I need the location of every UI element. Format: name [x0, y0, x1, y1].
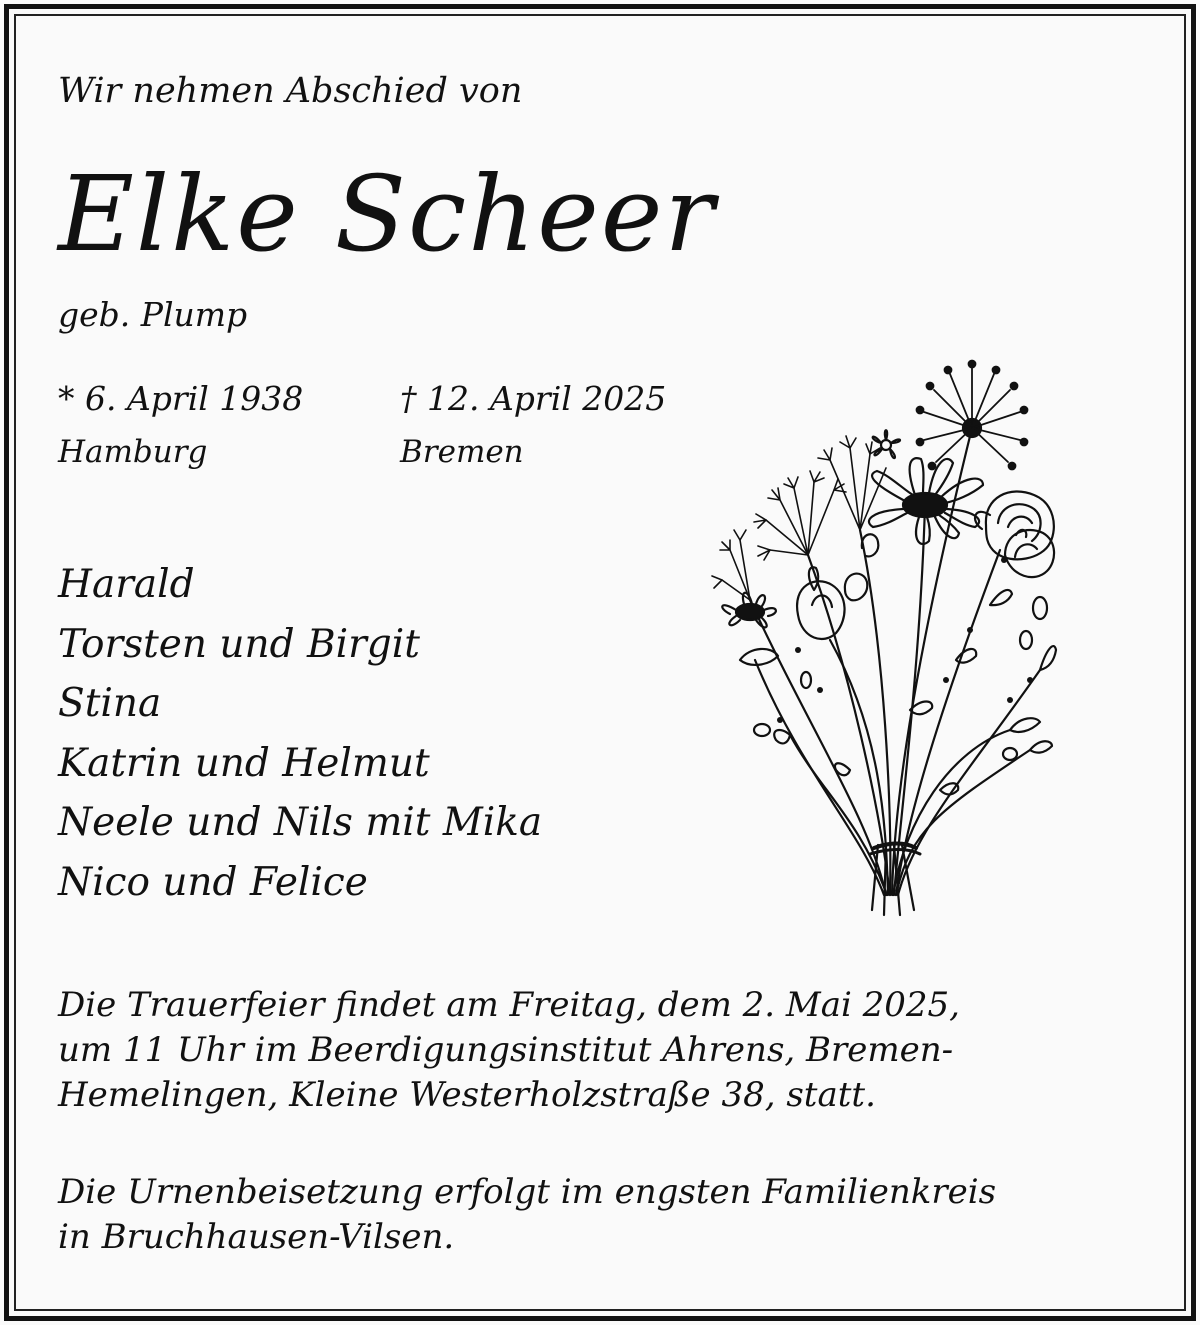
- ceremony-line: Die Trauerfeier findet am Freitag, dem 2. Mai 2025,: [58, 985, 960, 1025]
- mourner-item: Nico und Felice: [58, 859, 368, 905]
- urn-line: in Bruchhausen-Vilsen.: [58, 1217, 455, 1257]
- wildflower-bouquet-icon: [710, 350, 1070, 920]
- urn-burial-paragraph: [58, 1170, 1148, 1260]
- mourners-list: [58, 555, 542, 912]
- intro-line: Wir nehmen Abschied von: [58, 71, 523, 111]
- mourner-item: Torsten und Birgit: [58, 621, 420, 667]
- maiden-name: geb. Plump: [58, 295, 248, 334]
- urn-line: Die Urnenbeisetzung erfolgt im engsten Familienkreis: [58, 1172, 997, 1212]
- deceased-name: Elke Scheer: [58, 153, 717, 275]
- ceremony-line: Hemelingen, Kleine Westerholzstraße 38, statt.: [58, 1075, 876, 1115]
- birth-date: * 6. April 1938: [58, 379, 304, 418]
- ceremony-line: um 11 Uhr im Beerdigungsinstitut Ahrens, Bremen-: [58, 1030, 954, 1070]
- mourner-item: Katrin und Helmut: [58, 740, 430, 786]
- death-place: Bremen: [400, 434, 524, 470]
- death-date: † 12. April 2025: [400, 379, 667, 418]
- birth-place: Hamburg: [58, 434, 208, 470]
- mourner-item: Stina: [58, 681, 162, 726]
- ceremony-paragraph: [58, 983, 1148, 1118]
- mourner-item: Harald: [58, 562, 195, 607]
- mourner-item: Neele und Nils mit Mika: [58, 800, 543, 845]
